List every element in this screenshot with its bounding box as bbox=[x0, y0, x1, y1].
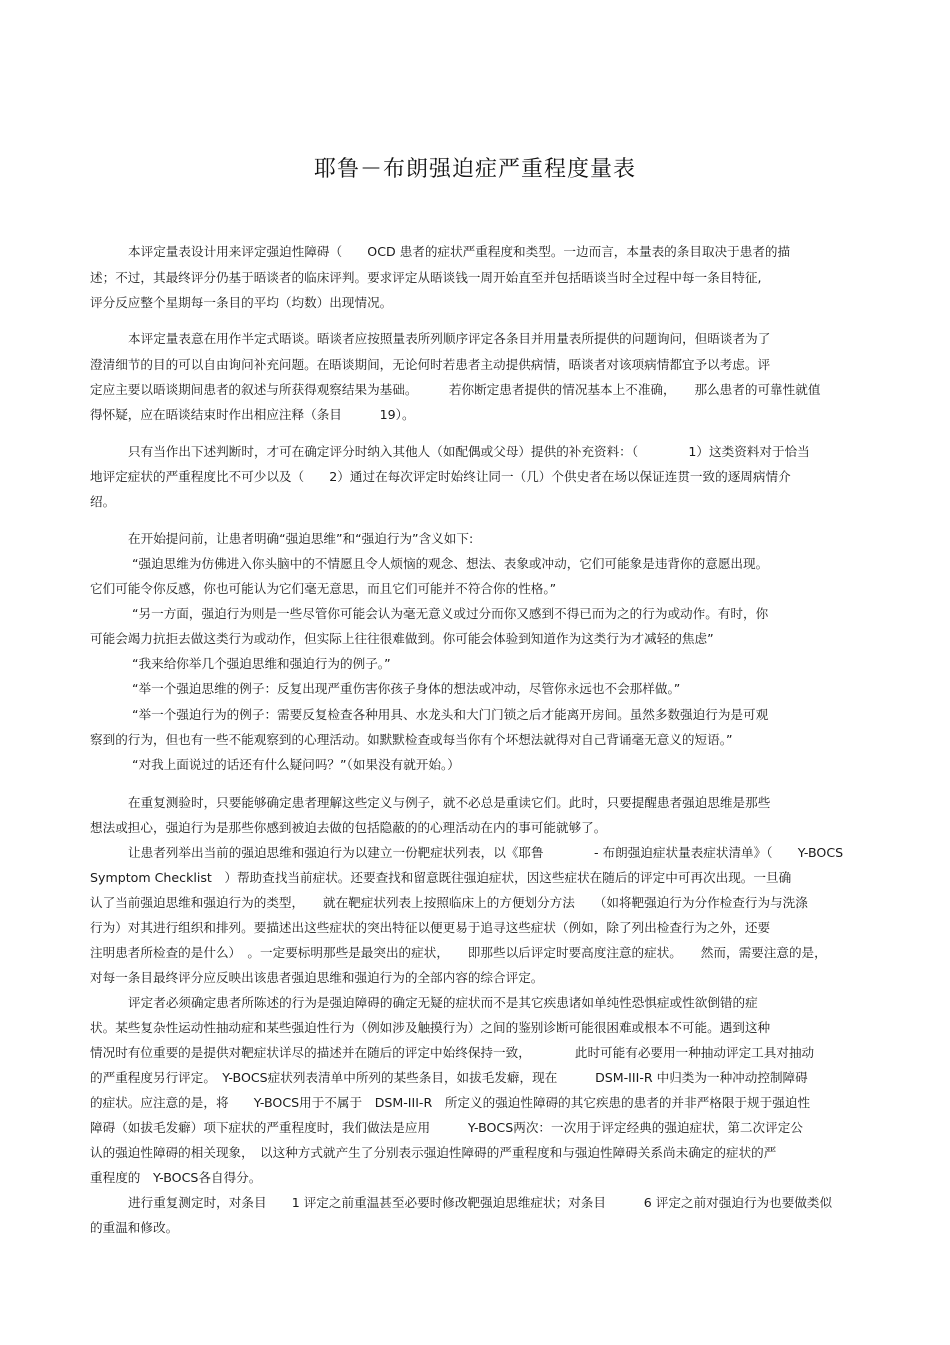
paragraph-line: 本评定量表设计用来评定强迫性障碍（ OCD 患者的症状严重程度和类型。一边而言，本量表的条目取决于患者的描 bbox=[128, 244, 791, 259]
paragraph-line: 得怀疑，应在晤谈结束时作出相应注释（条目 19）。 bbox=[90, 407, 415, 422]
paragraph-line: 评定者必须确定患者所陈述的行为是强迫障碍的确定无疑的症状而不是其它疾患诸如单纯性恐惧症或性欲倒错的症 bbox=[128, 995, 758, 1010]
paragraph-line: 在开始提问前，让患者明确“强迫思维”和“强迫行为”含义如下: bbox=[128, 531, 474, 546]
quote-line: 可能会竭力抗拒去做这类行为或动作，但实际上往往很难做到。你可能会体验到知道作为这类行为才减轻的焦虑” bbox=[90, 631, 714, 646]
paragraph-line: 让患者列举出当前的强迫思维和强迫行为以建立一份靶症状列表，以《耶鲁 - 布朗强迫症状量表症状清单》（ Y-BOCS bbox=[128, 845, 844, 860]
paragraph-line: 行为）对其进行组织和排列。要描述出这些症状的突出特征以便更易于追寻这些症状（例如，除了列出检查行为之外，还要 bbox=[90, 920, 771, 935]
quote-line: 它们可能令你反感，你也可能认为它们毫无意思，而且它们可能并不符合你的性格。” bbox=[90, 581, 557, 596]
paragraph-line: 重程度的 Y-BOCS各自得分。 bbox=[90, 1170, 262, 1185]
paragraph-line: 在重复测验时，只要能够确定患者理解这些定义与例子，就不必总是重读它们。此时，只要提醒患者强迫思维是那些 bbox=[128, 795, 771, 810]
page-title: 耶鲁－布朗强迫症严重程度量表 bbox=[313, 157, 636, 182]
paragraph-line: 评分反应整个星期每一条目的平均（均数）出现情况。 bbox=[90, 295, 393, 310]
quote-line: “我来给你举几个强迫思维和强迫行为的例子。” bbox=[132, 656, 391, 671]
paragraph-line: 注明患者所检查的是什么） 。一定要标明那些是最突出的症状， 即那些以后评定时要高度注意的症状。 然而，需要注意的是， bbox=[90, 945, 827, 960]
paragraph-line: 对每一条目最终评分应反映出该患者强迫思维和强迫行为的全部内容的综合评定。 bbox=[90, 970, 544, 985]
paragraph-line: 认的强迫性障碍的相关现象， 以这种方式就产生了分别表示强迫性障碍的严重程度和与强迫性障碍关系尚未确定的症状的严 bbox=[90, 1145, 777, 1160]
paragraph-line: 的症状。应注意的是，将 Y-BOCS用于不属于 DSM-III-R 所定义的强迫性障碍的其它疾患的患者的并非严格限于规于强迫性 bbox=[90, 1095, 811, 1110]
paragraph-line: 澄清细节的目的可以自由询问补充问题。在晤谈期间，无论何时若患者主动提供病情，晤谈者对该项病情都宜予以考虑。评 bbox=[90, 357, 771, 372]
quote-line: “举一个强迫行为的例子：需要反复检查各种用具、水龙头和大门门锁之后才能离开房间。虽然多数强迫行为是可观 bbox=[132, 707, 769, 722]
quote-line: “对我上面说过的话还有什么疑问吗？”（如果没有就开始。） bbox=[132, 757, 460, 772]
paragraph-line: 述；不过，其最终评分仍基于晤谈者的临床评判。要求评定从晤谈钱一周开始直至并包括晤谈当时全过程中每一条目特征, bbox=[90, 270, 762, 285]
paragraph-line: 进行重复测定时，对条目 1 评定之前重温甚至必要时修改靶强迫思维症状；对条目 6 评定之前对强迫行为也要做类似 bbox=[128, 1195, 833, 1210]
paragraph-line: 的重温和修改。 bbox=[90, 1220, 179, 1235]
paragraph-line: 认了当前强迫思维和强迫行为的类型， 就在靶症状列表上按照临床上的方便划分方法 （如将靶强迫行为分作检查行为与洗涤 bbox=[90, 895, 808, 910]
quote-line: “强迫思维为仿佛进入你头脑中的不情愿且令人烦恼的观念、想法、表象或冲动，它们可能象是违背你的意愿出现。 bbox=[132, 556, 769, 571]
paragraph-line: 定应主要以晤谈期间患者的叙述与所获得观察结果为基础。 若你断定患者提供的情况基本上不准确， 那么患者的可靠性就值 bbox=[90, 382, 821, 397]
paragraph-line: 只有当作出下述判断时，才可在确定评分时纳入其他人（如配偶或父母）提供的补充资料：（ 1）这类资料对于恰当 bbox=[128, 444, 810, 459]
paragraph-line: Symptom Checklist ）帮助查找当前症状。还要查找和留意既往强迫症状，因这些症状在随后的评定中可再次出现。一旦确 bbox=[90, 870, 792, 885]
quote-line: “另一方面，强迫行为则是一些尽管你可能会认为毫无意义或过分而你又感到不得已而为之的行为或动作。有时，你 bbox=[132, 606, 769, 621]
paragraph-line: 的严重程度另行评定。 Y-BOCS症状列表清单中所列的某些条目，如拔毛发癖，现在 DSM-III-R 中归类为一种冲动控制障碍 bbox=[90, 1070, 808, 1085]
quote-line: 察到的行为，但也有一些不能观察到的心理活动。如默默检查或每当你有个坏想法就得对自己背诵毫无意义的短语。” bbox=[90, 732, 733, 747]
quote-line: “举一个强迫思维的例子：反复出现严重伤害你孩子身体的想法或冲动，尽管你永远也不会那样做。” bbox=[132, 681, 681, 696]
paragraph-line: 本评定量表意在用作半定式晤谈。晤谈者应按照量表所列顺序评定各条目并用量表所提供的问题询问，但晤谈者为了 bbox=[128, 331, 771, 346]
paragraph-line: 想法或担心，强迫行为是那些你感到被迫去做的包括隐蔽的的心理活动在内的事可能就够了。 bbox=[90, 820, 607, 835]
paragraph-line: 障碍（如拔毛发癖）项下症状的严重程度时，我们做法是应用 Y-BOCS两次：一次用于评定经典的强迫症状，第二次评定公 bbox=[90, 1120, 803, 1135]
paragraph-line: 情况时有位重要的是提供对靶症状详尽的描述并在随后的评定中始终保持一致， 此时可能有必要用一种抽动评定工具对抽动 bbox=[90, 1045, 815, 1060]
paragraph-line: 状。某些复杂性运动性抽动症和某些强迫性行为（例如涉及触摸行为）之间的鉴别诊断可能很困难或根本不可能。遇到这种 bbox=[90, 1020, 771, 1035]
paragraph-line: 地评定症状的严重程度比不可少以及（ 2）通过在每次评定时始终让同一（几）个供史者在场以保证连贯一致的逐周病情介 bbox=[90, 469, 791, 484]
paragraph-line: 绍。 bbox=[90, 494, 116, 509]
